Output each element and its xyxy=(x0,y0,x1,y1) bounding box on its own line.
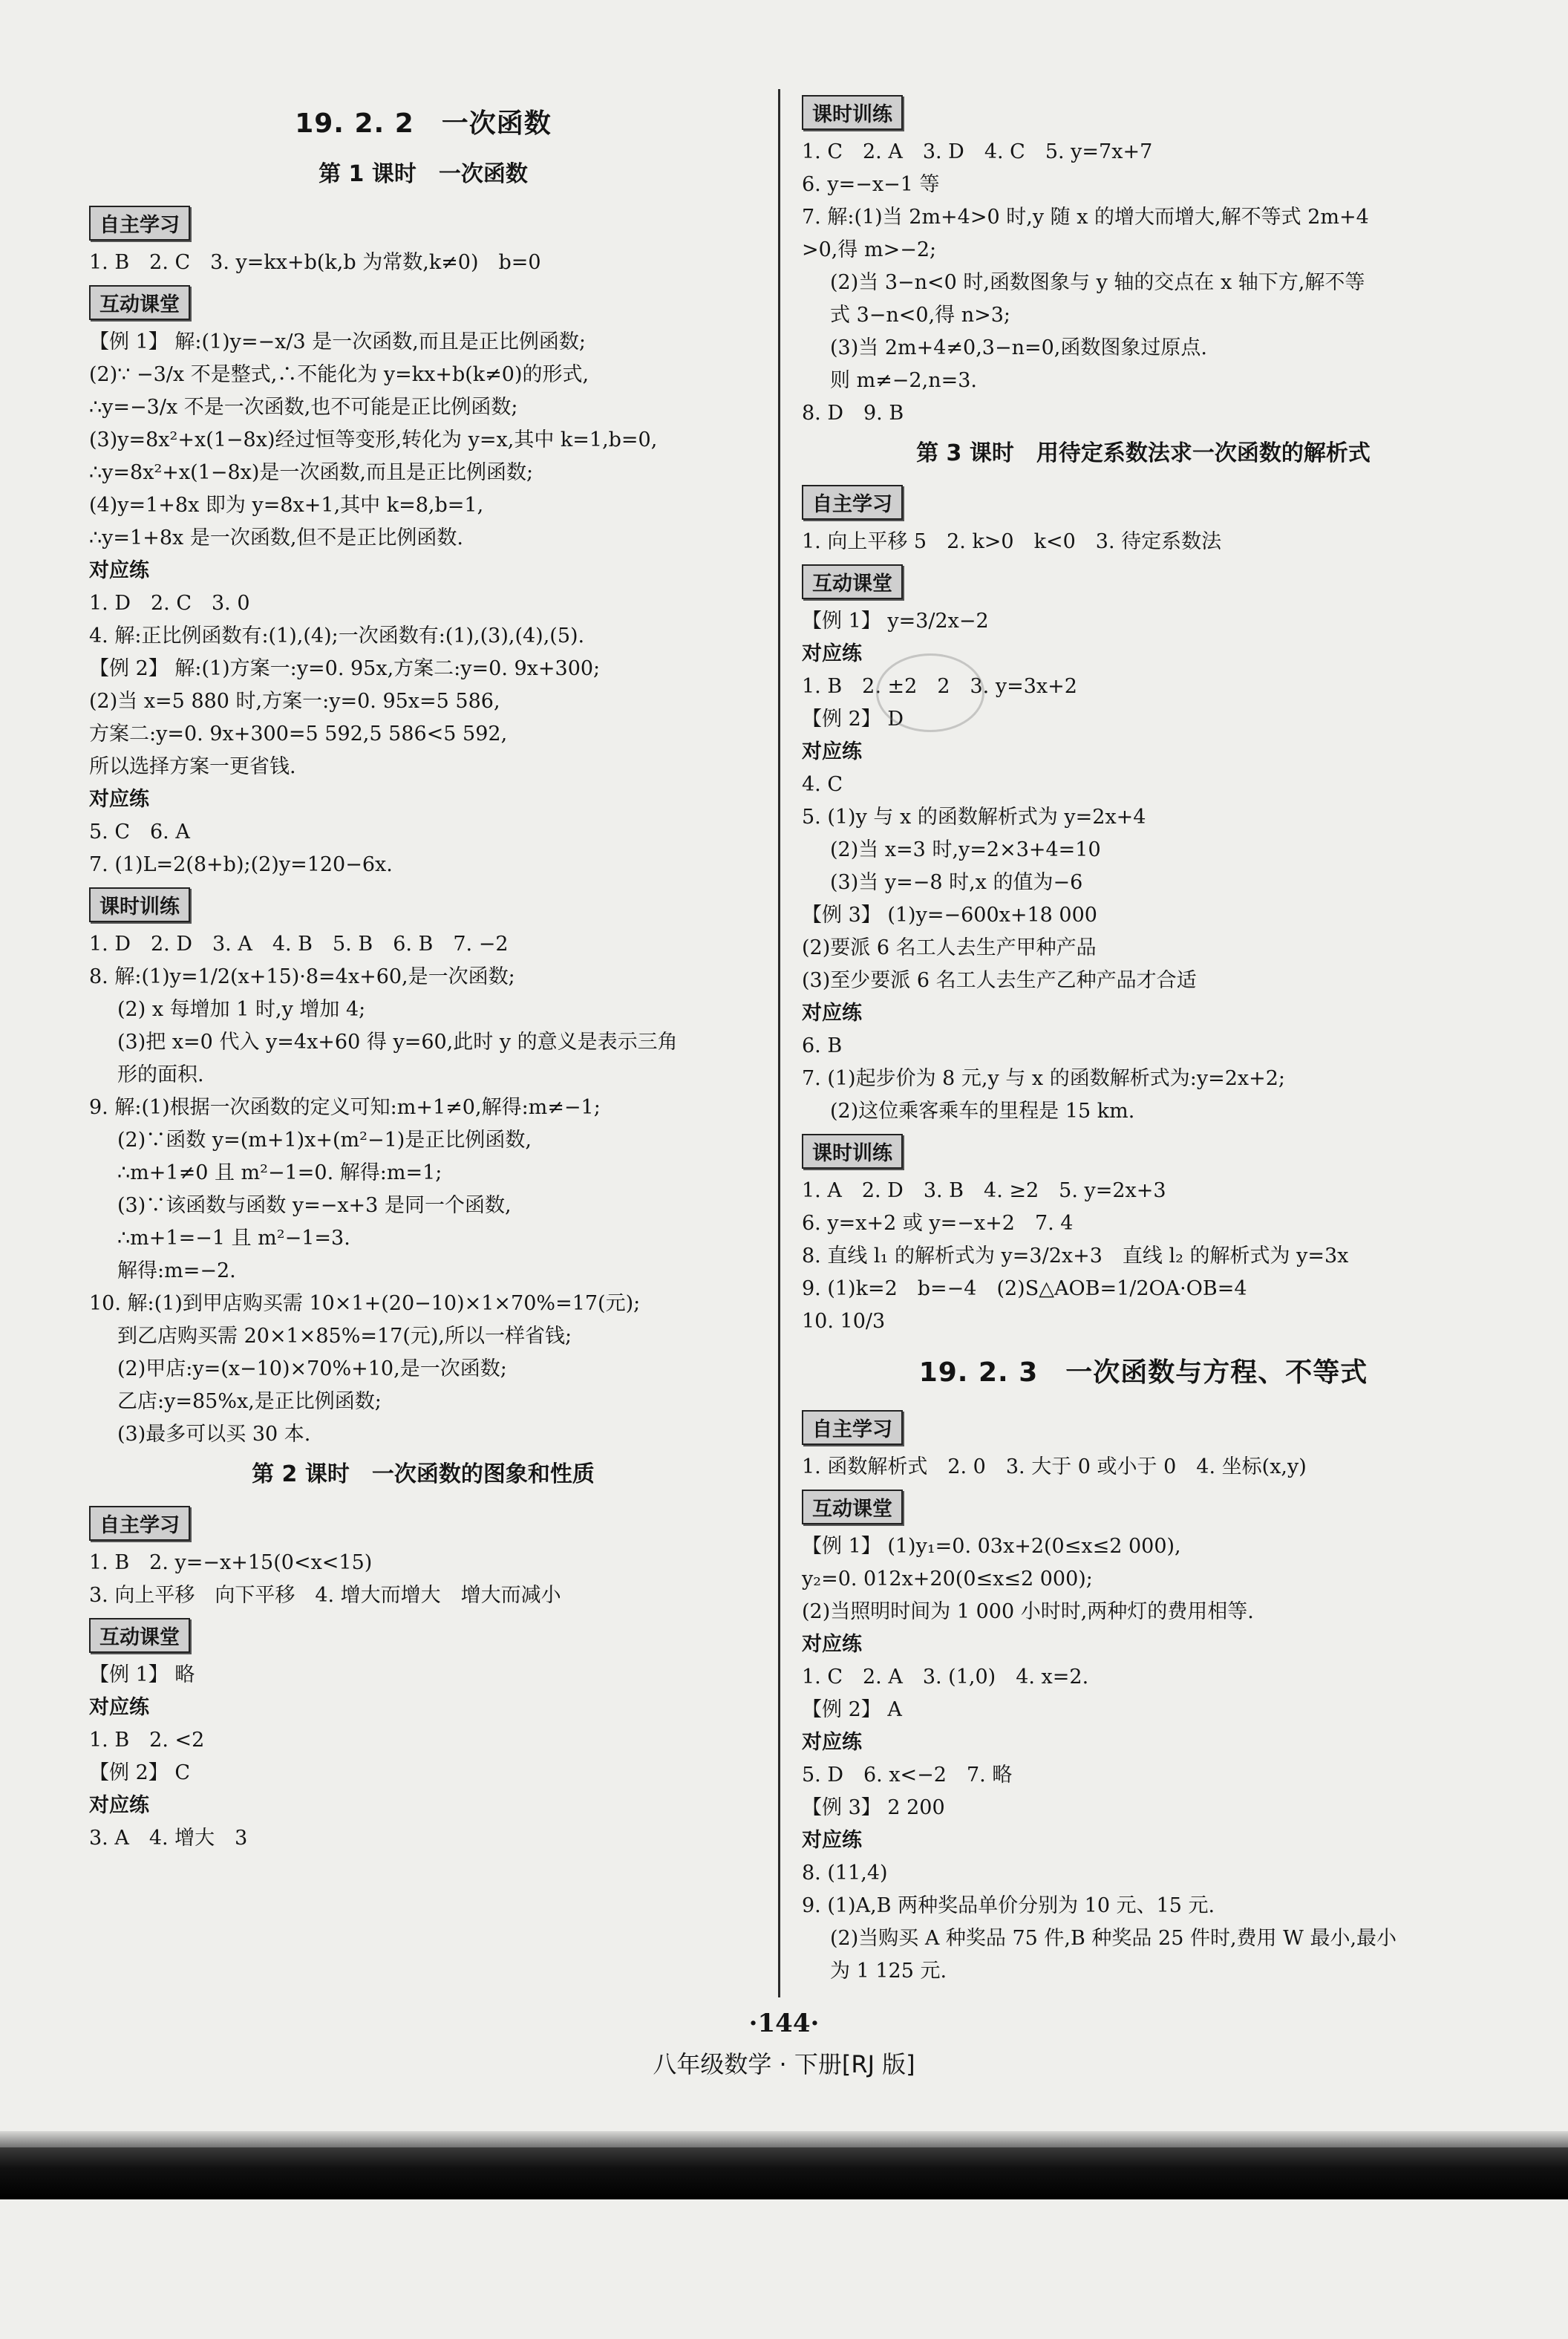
answer-line: (2)要派 6 名工人去生产甲种产品 xyxy=(802,936,1097,959)
section-tag-row xyxy=(802,1484,1485,1530)
practice-heading: 对应练 xyxy=(802,1002,862,1025)
section-tag: 互动课堂 xyxy=(802,1490,903,1524)
answer-line: (2)当 x=3 时,y=2×3+4=10 xyxy=(830,838,1101,861)
practice-heading: 对应练 xyxy=(802,1829,862,1852)
answer-line: 【例 2】 解:(1)方案一:y=0. 95x,方案二:y=0. 9x+300; xyxy=(89,657,601,680)
answer-line: (2)这位乘客乘车的里程是 15 km. xyxy=(830,1100,1135,1123)
answer-line: 1. 向上平移 5 2. k>0 k<0 3. 待定系数法 xyxy=(802,530,1222,553)
answer-line: 5. (1)y 与 x 的函数解析式为 y=2x+4 xyxy=(802,806,1146,829)
answer-line: (4)y=1+8x 即为 y=8x+1,其中 k=8,b=1, xyxy=(89,494,484,517)
practice-heading: 对应练 xyxy=(89,559,149,582)
answer-line: (3)把 x=0 代入 y=4x+60 得 y=60,此时 y 的意义是表示三角 xyxy=(117,1031,678,1054)
scan-edge-band xyxy=(0,2147,1568,2199)
answer-line: (3)当 2m+4≠0,3−n=0,函数图象过原点. xyxy=(830,336,1207,359)
answer-line: 10. 解:(1)到甲店购买需 10×1+(20−10)×1×70%=17(元); xyxy=(89,1292,641,1315)
answer-line: 【例 2】 C xyxy=(89,1761,191,1784)
answer-line: 4. C xyxy=(802,773,843,796)
answer-line: (3)y=8x²+x(1−8x)经过恒等变形,转化为 y=x,其中 k=1,b=0, xyxy=(89,428,658,451)
answer-line: 乙店:y=85%x,是正比例函数; xyxy=(117,1390,382,1413)
answer-line: 7. (1)L=2(8+b);(2)y=120−6x. xyxy=(89,853,393,876)
answer-line: 到乙店购买需 20×1×85%=17(元),所以一样省钱; xyxy=(117,1325,572,1348)
answer-line: (2) x 每增加 1 时,y 增加 4; xyxy=(117,998,366,1021)
answer-line: 1. D 2. D 3. A 4. B 5. B 6. B 7. −2 xyxy=(89,933,509,956)
answer-line: 解得:m=−2. xyxy=(117,1259,236,1282)
answer-line: 1. A 2. D 3. B 4. ≥2 5. y=2x+3 xyxy=(802,1179,1166,1202)
answer-line: (2)甲店:y=(x−10)×70%+10,是一次函数; xyxy=(117,1357,507,1380)
section-tag-row xyxy=(802,1404,1485,1451)
answer-line: 1. C 2. A 3. D 4. C 5. y=7x+7 xyxy=(802,140,1153,163)
section-tag: 互动课堂 xyxy=(89,285,190,320)
answer-line: 【例 3】 2 200 xyxy=(802,1796,945,1819)
answer-line: 【例 3】 (1)y=−600x+18 000 xyxy=(802,904,1097,927)
answer-line: 【例 2】 A xyxy=(802,1698,902,1721)
section-tag-row xyxy=(802,479,1485,526)
lesson-title: 第 2 课时 一次函数的图象和性质 xyxy=(252,1461,595,1487)
answer-line: ∴m+1≠0 且 m²−1=0. 解得:m=1; xyxy=(117,1161,442,1184)
section-tag-row xyxy=(89,279,757,326)
practice-heading: 对应练 xyxy=(802,1633,862,1656)
section-tag-row xyxy=(89,881,757,928)
answer-line: 1. B 2. <2 xyxy=(89,1729,205,1752)
answer-line: (2)当购买 A 种奖品 75 件,B 种奖品 25 件时,费用 W 最小,最小 xyxy=(830,1927,1397,1950)
answer-line: 8. 解:(1)y=1/2(x+15)·8=4x+60,是一次函数; xyxy=(89,965,515,988)
answer-line: (3)最多可以买 30 本. xyxy=(117,1423,311,1446)
practice-heading: 对应练 xyxy=(802,642,862,665)
column-divider xyxy=(778,89,780,1997)
page-number: ·144· xyxy=(748,2009,820,2038)
answer-line: (2)当 3−n<0 时,函数图象与 y 轴的交点在 x 轴下方,解不等 xyxy=(830,271,1365,294)
section-title: 19. 2. 3 一次函数与方程、不等式 xyxy=(918,1357,1368,1388)
answer-line: 8. (11,4) xyxy=(802,1862,888,1885)
right-column xyxy=(802,89,1485,1988)
section-tag: 自主学习 xyxy=(802,1410,903,1445)
answer-line: 6. y=−x−1 等 xyxy=(802,173,940,196)
practice-heading: 对应练 xyxy=(89,788,149,811)
answer-line: 8. 直线 l₁ 的解析式为 y=3/2x+3 直线 l₂ 的解析式为 y=3x xyxy=(802,1244,1349,1268)
answer-line: (3)至少要派 6 名工人去生产乙种产品才合适 xyxy=(802,969,1197,992)
answer-line: ∴y=8x²+x(1−8x)是一次函数,而且是正比例函数; xyxy=(89,461,534,484)
lesson-title: 第 1 课时 一次函数 xyxy=(318,161,528,187)
section-tag-row xyxy=(802,1128,1485,1175)
answer-line: (2)当照明时间为 1 000 小时时,两种灯的费用相等. xyxy=(802,1600,1254,1623)
answer-line: 9. (1)A,B 两种奖品单价分别为 10 元、15 元. xyxy=(802,1894,1215,1917)
answer-line: y₂=0. 012x+20(0≤x≤2 000); xyxy=(802,1568,1093,1591)
answer-line: 则 m≠−2,n=3. xyxy=(830,369,977,392)
section-tag-row xyxy=(89,1612,757,1659)
section-title: 19. 2. 2 一次函数 xyxy=(295,108,552,139)
answer-line: 1. B 2. y=−x+15(0<x<15) xyxy=(89,1551,373,1574)
answer-line: ∴y=−3/x 不是一次函数,也不可能是正比例函数; xyxy=(89,396,518,419)
answer-line: 1. B 2. C 3. y=kx+b(k,b 为常数,k≠0) b=0 xyxy=(89,251,541,274)
answer-line: 3. 向上平移 向下平移 4. 增大而增大 增大而减小 xyxy=(89,1584,561,1607)
answer-line: 10. 10/3 xyxy=(802,1310,886,1333)
answer-line: 所以选择方案一更省钱. xyxy=(89,755,296,778)
book-title: 八年级数学 · 下册[RJ 版] xyxy=(653,2050,915,2078)
answer-line: 5. C 6. A xyxy=(89,821,190,844)
answer-line: 7. (1)起步价为 8 元,y 与 x 的函数解析式为:y=2x+2; xyxy=(802,1067,1286,1090)
faded-stamp-mark xyxy=(876,653,984,732)
section-tag: 课时训练 xyxy=(802,1134,903,1169)
answer-line: 【例 2】 D xyxy=(802,708,904,731)
answer-line: 为 1 125 元. xyxy=(830,1960,947,1983)
answer-line: 【例 1】 解:(1)y=−x/3 是一次函数,而且是正比例函数; xyxy=(89,330,586,353)
answer-line: 【例 1】 略 xyxy=(89,1663,195,1686)
section-tag: 自主学习 xyxy=(89,1506,190,1541)
section-tag-row xyxy=(89,200,757,247)
section-tag-row xyxy=(802,89,1485,136)
section-tag: 课时训练 xyxy=(802,95,903,130)
answer-line: 6. y=x+2 或 y=−x+2 7. 4 xyxy=(802,1212,1074,1235)
answer-line: ∴y=1+8x 是一次函数,但不是正比例函数. xyxy=(89,526,464,549)
answer-line: 【例 1】 (1)y₁=0. 03x+2(0≤x≤2 000), xyxy=(802,1535,1181,1558)
practice-heading: 对应练 xyxy=(802,1731,862,1754)
answer-line: (2)∵ −3/x 不是整式,∴不能化为 y=kx+b(k≠0)的形式, xyxy=(89,363,589,386)
lesson-title: 第 3 课时 用待定系数法求一次函数的解析式 xyxy=(916,440,1371,466)
answer-line: 5. D 6. x<−2 7. 略 xyxy=(802,1764,1013,1787)
section-tag: 自主学习 xyxy=(802,485,903,520)
section-tag-row xyxy=(802,558,1485,605)
answer-line: 4. 解:正比例函数有:(1),(4);一次函数有:(1),(3),(4),(5). xyxy=(89,624,585,647)
answer-line: 1. 函数解析式 2. 0 3. 大于 0 或小于 0 4. 坐标(x,y) xyxy=(802,1455,1307,1478)
practice-heading: 对应练 xyxy=(89,1794,149,1817)
answer-line: 7. 解:(1)当 2m+4>0 时,y 随 x 的增大而增大,解不等式 2m+4 xyxy=(802,206,1369,229)
practice-heading: 对应练 xyxy=(89,1696,149,1719)
section-tag: 互动课堂 xyxy=(802,564,903,599)
answer-line: 1. C 2. A 3. (1,0) 4. x=2. xyxy=(802,1666,1089,1689)
answer-line: (2)∵函数 y=(m+1)x+(m²−1)是正比例函数, xyxy=(117,1129,532,1152)
answer-line: 1. D 2. C 3. 0 xyxy=(89,592,250,615)
section-tag-row xyxy=(89,1500,757,1547)
answer-line: >0,得 m>−2; xyxy=(802,238,937,261)
answer-line: 8. D 9. B xyxy=(802,402,904,425)
answer-line: 6. B xyxy=(802,1034,843,1057)
answer-line: 【例 1】 y=3/2x−2 xyxy=(802,610,989,633)
answer-line: 式 3−n<0,得 n>3; xyxy=(830,304,1011,327)
answer-line: 方案二:y=0. 9x+300=5 592,5 586<5 592, xyxy=(89,722,508,746)
answer-line: ∴m+1=−1 且 m²−1=3. xyxy=(117,1227,350,1250)
scan-shadow xyxy=(0,2131,1568,2149)
section-tag: 自主学习 xyxy=(89,206,190,241)
answer-line: 形的面积. xyxy=(117,1063,204,1086)
answer-line: 9. (1)k=2 b=−4 (2)S△AOB=1/2OA·OB=4 xyxy=(802,1277,1247,1300)
answer-line: (3)∵该函数与函数 y=−x+3 是同一个函数, xyxy=(117,1194,512,1217)
practice-heading: 对应练 xyxy=(802,740,862,763)
answer-line: 3. A 4. 增大 3 xyxy=(89,1827,248,1850)
answer-line: 1. B 2. ±2 2 3. y=3x+2 xyxy=(802,675,1077,698)
left-column xyxy=(89,89,757,1855)
section-tag: 互动课堂 xyxy=(89,1618,190,1653)
section-tag: 课时训练 xyxy=(89,887,190,922)
answer-line: (2)当 x=5 880 时,方案一:y=0. 95x=5 586, xyxy=(89,690,500,713)
answer-line: (3)当 y=−8 时,x 的值为−6 xyxy=(830,871,1083,894)
answer-line: 9. 解:(1)根据一次函数的定义可知:m+1≠0,解得:m≠−1; xyxy=(89,1096,601,1119)
